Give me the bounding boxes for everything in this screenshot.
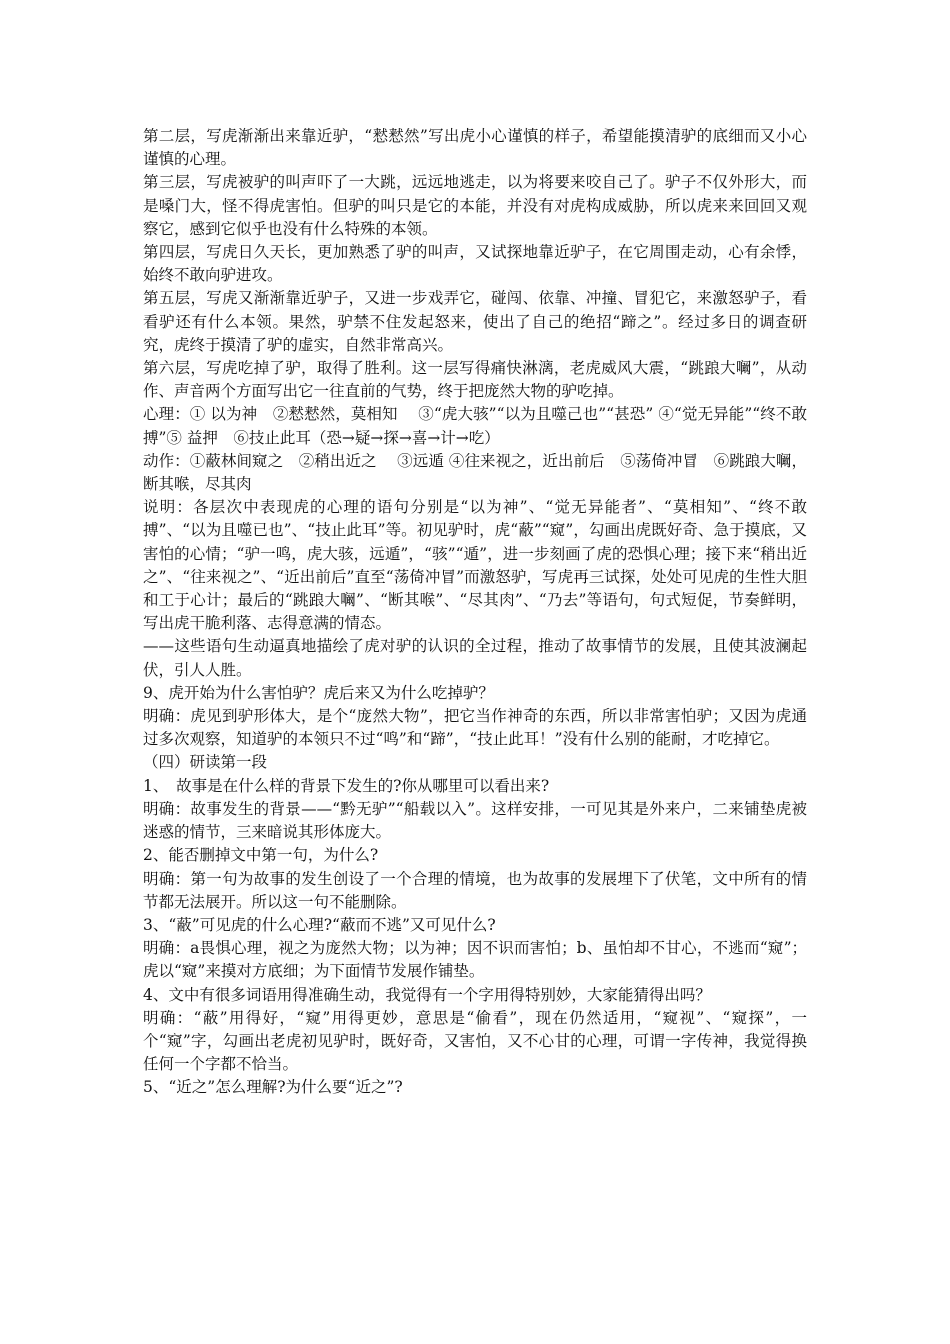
paragraph-layer-4: 第四层，写虎日久天长，更加熟悉了驴的叫声，又试探地靠近驴子，在它周围走动，心有余悸，始终不敢向驴进攻。 <box>143 243 807 285</box>
answer-1: 明确：故事发生的背景——“黔无驴”“船载以入”。这样安排，一可见其是外来户，二来铺垫虎被迷惑的情节，三来暗说其形体庞大。 <box>143 799 807 842</box>
paragraph-layer-6: 第六层，写虎吃掉了驴，取得了胜利。这一层写得痛快淋漓，老虎威风大震，“跳踉大㘎”，从动作、声音两个方面写出它一往直前的气势，终于把庞然大物的驴吃掉。 <box>143 359 807 401</box>
question-3: 3、“蔽”可见虎的什么心理?“蔽而不逃”又可见什么? <box>143 915 496 934</box>
paragraph-layer-2: 第二层，写虎渐渐出来靠近驴，“慭慭然”写出虎小心谨慎的样子，希望能摸清驴的底细而又小心谨慎的心理。 <box>143 127 807 169</box>
paragraph-explanation: 说明：各层次中表现虎的心理的语句分别是“以为神”、“觉无异能者”、“莫相知”、“终不敢搏”、“以为且噬已也”、“技止此耳”等。初见驴时，虎“蔽”“窥”，勾画出虎既好奇、急于摸底，又害怕的心情；“驴一鸣，虎大骇，远遁”，“骇”“遁”，进一步刻画了虎的恐惧心理；接下来“稍出近之”、“往来视之”、“近出前后”直至“荡倚冲冒”而激怒驴，写虎再三试探，处处可见虎的生性大胆和工于心计；最后的“跳踉大㘎”、“断其喉”、“尽其肉”、“乃去”等语句，句式短促，节奏鲜明，写出虎干脆利落、志得意满的情态。 <box>143 498 807 633</box>
question-1: 1、 故事是在什么样的背景下发生的?你从哪里可以看出来? <box>143 776 550 795</box>
paragraph-layer-5: 第五层，写虎又渐渐靠近驴子，又进一步戏弄它，碰闯、依靠、冲撞、冒犯它，来激怒驴子，看看驴还有什么本领。果然，驴禁不住发起怒来，使出了自己的绝招“蹄之”。经过多日的调查研究，虎终于摸清了驴的虚实，自然非常高兴。 <box>143 289 807 354</box>
document-page <box>143 125 807 1100</box>
question-2: 2、能否删掉文中第一句，为什么? <box>143 846 379 865</box>
question-9: 9、虎开始为什么害怕驴？虎后来又为什么吃掉驴？ <box>143 683 494 702</box>
paragraph-layer-3: 第三层，写虎被驴的叫声吓了一大跳，远远地逃走，以为将要来咬自己了。驴子不仅外形大，而是嗓门大，怪不得虎害怕。但驴的叫只是它的本能，并没有对虎构成威胁，所以虎来来回回又观察它，感到它似乎也没有什么特殊的本领。 <box>143 173 807 238</box>
paragraph-psychology-list: 心理：① 以为神 ②慭慭然，莫相知 ③“虎大骇”“以为且噬己也”“甚恐” ④“觉无异能”“终不敢搏”⑤ 益押 ⑥技止此耳（恐→疑→探→喜→计→吃） <box>143 405 807 447</box>
paragraph-summary: ——这些语句生动逼真地描绘了虎对驴的认识的全过程，推动了故事情节的发展，且使其波澜起伏，引人人胜。 <box>143 637 807 679</box>
paragraph-action-list: 动作：①蔽林间窥之 ②稍出近之 ③远遁 ④往来视之，近出前后 ⑤荡倚冲冒 ⑥跳踉大㘎，断其喉，尽其肉 <box>143 451 807 494</box>
question-4: 4、文中有很多词语用得准确生动，我觉得有一个字用得特别妙，大家能猜得出吗？ <box>143 985 711 1004</box>
answer-4: 明确：“蔽”用得好，“窥”用得更妙，意思是“偷看”，现在仍然适用，“窥视”、“窥探”，一个“窥”字，勾画出老虎初见驴时，既好奇，又害怕，又不心甘的心理，可谓一字传神，我觉得换任何一个字都不恰当。 <box>143 1008 807 1074</box>
answer-9: 明确：虎见到驴形体大，是个“庞然大物”，把它当作神奇的东西，所以非常害怕驴；又因为虎通过多次观察，知道驴的本领只不过“鸣”和“蹄”，“技止此耳！”没有什么别的能耐，才吃掉它。 <box>143 707 807 749</box>
answer-2: 明确：第一句为故事的发生创设了一个合理的情境，也为故事的发展埋下了伏笔，文中所有的情节都无法展开。所以这一句不能删除。 <box>143 869 807 911</box>
section-heading-4: （四）研读第一段 <box>143 753 268 772</box>
answer-3: 明确：a畏惧心理，视之为庞然大物；以为神；因不识而害怕；b、虽怕却不甘心，不逃而“窥”；虎以“窥”来摸对方底细；为下面情节发展作铺垫。 <box>143 939 807 981</box>
question-5: 5、“近之”怎么理解?为什么要“近之”? <box>143 1078 403 1097</box>
